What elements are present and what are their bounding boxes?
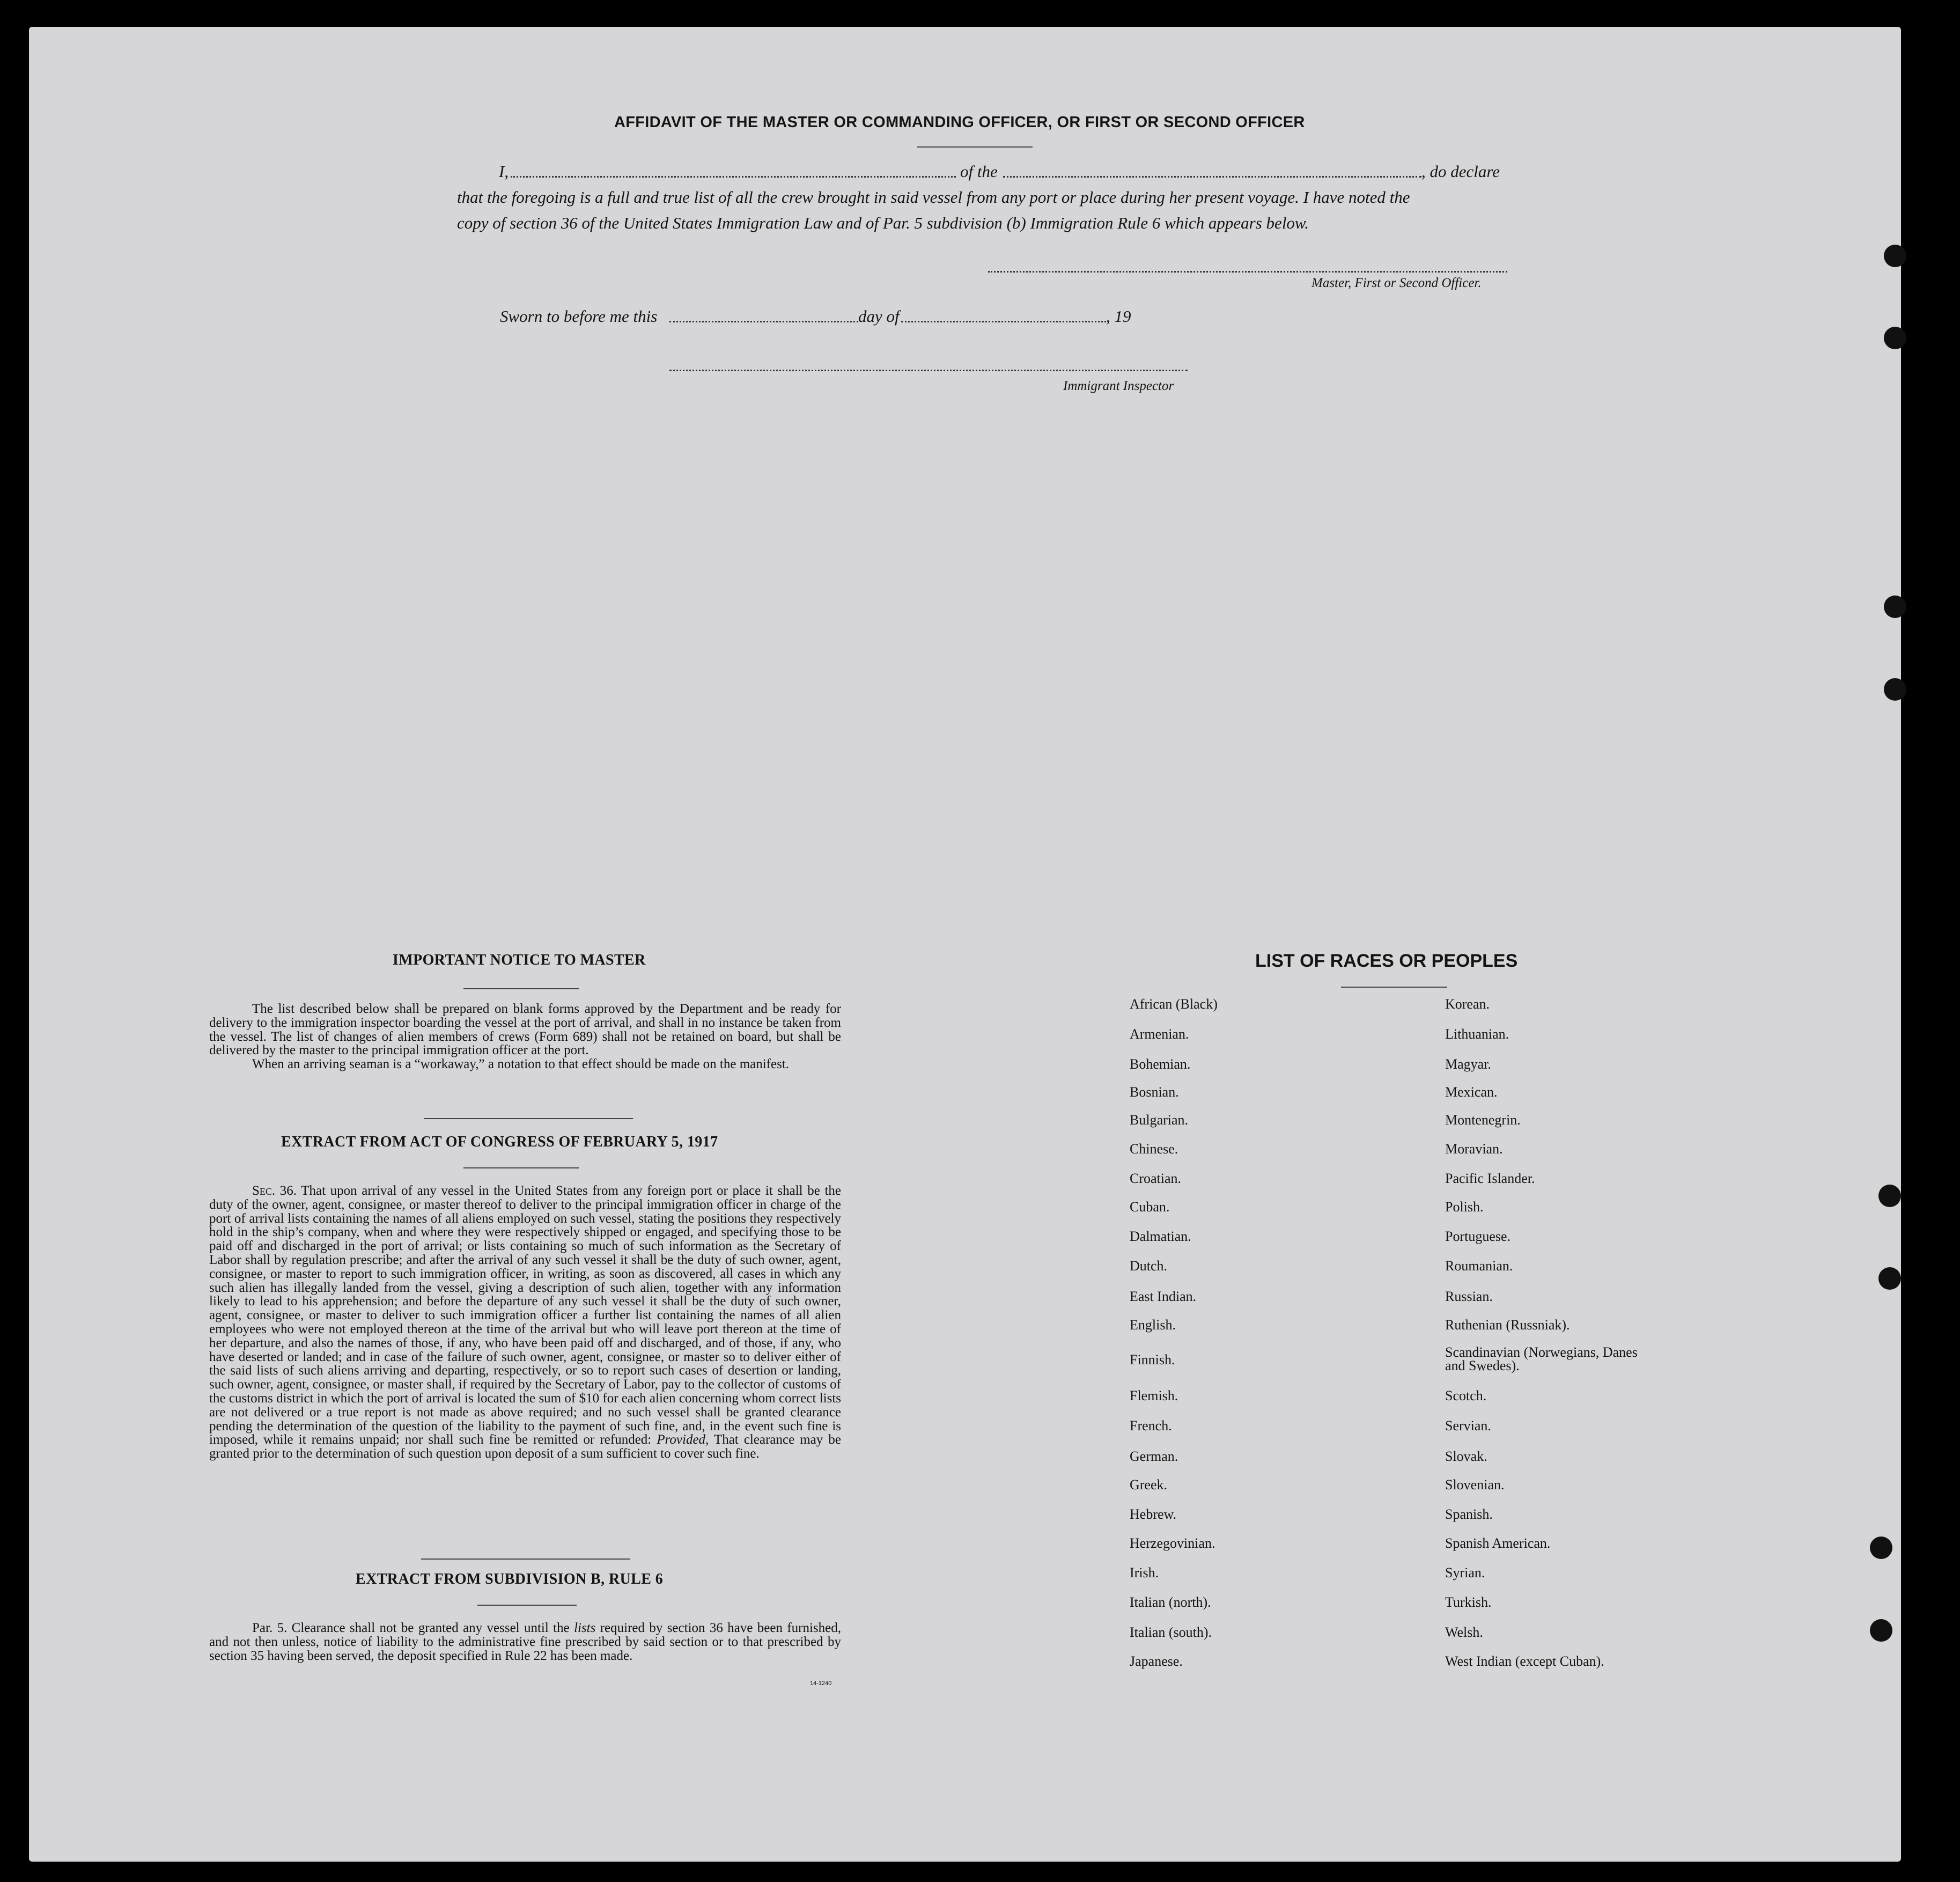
race-item: East Indian.	[1130, 1289, 1197, 1304]
race-item: Spanish.	[1445, 1506, 1493, 1522]
race-item: Moravian.	[1445, 1141, 1503, 1157]
race-item: Herzegovinian.	[1130, 1535, 1215, 1551]
sworn-prefix: Sworn to before me this	[500, 307, 658, 326]
race-item: Portuguese.	[1445, 1229, 1511, 1244]
race-item: Dutch.	[1130, 1258, 1168, 1274]
race-item: Bosnian.	[1130, 1084, 1179, 1100]
race-item: Finnish.	[1130, 1352, 1175, 1368]
race-item: Japanese.	[1130, 1653, 1183, 1669]
notice-title-underline	[463, 988, 579, 989]
affidavit-title: AFFIDAVIT OF THE MASTER OR COMMANDING OFFICER, OR FIRST OR SECOND OFFICER	[614, 114, 1305, 131]
rule-title-underline	[477, 1605, 577, 1606]
punch-hole	[1884, 327, 1906, 349]
punch-hole	[1884, 596, 1906, 618]
affidavit-line2: that the foregoing is a full and true list of all the crew brought in said vessel from any port or place during her present voyage. I have noted the	[457, 188, 1410, 207]
act-title: EXTRACT FROM ACT OF CONGRESS OF FEBRUARY 5, 1917	[281, 1134, 718, 1150]
race-item: Chinese.	[1130, 1141, 1178, 1157]
rule-text-b: required by section 36 have been furnished, and not then unless, notice of liability to the administrative fine prescribed by said section or to that prescribed by section 35 having been served, the deposit specified in Rule 22 has been made.	[209, 1621, 841, 1663]
rule-body	[209, 1621, 841, 1663]
sec-36-tail: That clearance may be granted prior to the determination of such question upon deposit of a sum sufficient to cover such fine.	[209, 1432, 841, 1461]
race-item: Roumanian.	[1445, 1258, 1513, 1274]
races-title: LIST OF RACES OR PEOPLES	[1255, 951, 1518, 971]
race-item: Turkish.	[1445, 1594, 1492, 1610]
race-item: Scandinavian (Norwegians, Danes and Swedes).	[1445, 1344, 1638, 1373]
race-item: Hebrew.	[1130, 1506, 1177, 1522]
sworn-day-label: day of	[858, 307, 900, 326]
race-item: Mexican.	[1445, 1084, 1498, 1100]
affidavit-line3: copy of section 36 of the United States Immigration Law and of Par. 5 subdivision (b) Immigration Rule 6 which appears below.	[457, 214, 1309, 232]
race-item: Russian.	[1445, 1289, 1493, 1304]
race-item: Scotch.	[1445, 1388, 1487, 1403]
section-divider-2	[421, 1558, 630, 1560]
notice-title: IMPORTANT NOTICE TO MASTER	[393, 952, 646, 968]
race-item: Polish.	[1445, 1199, 1484, 1215]
race-item: Korean.	[1445, 996, 1490, 1012]
act-body	[209, 1184, 841, 1461]
punch-hole	[1884, 678, 1906, 701]
sworn-day-blank	[669, 321, 858, 322]
form-number: 14-1240	[810, 1680, 832, 1687]
notice-paragraph-1: The list described below shall be prepared on blank forms approved by the Department and be ready for delivery to the immigration inspector boarding the vessel at the port of arrival, and shall in no instance be taken from the vessel. The list of changes of alien members of crews (Form 689) shall not be retained on board, but shall be delivered by the master to the principal immigration officer at the port.	[209, 1002, 841, 1058]
rule-text-lists: lists	[574, 1621, 596, 1635]
race-item: West Indian (except Cuban).	[1445, 1653, 1604, 1669]
rule-title: EXTRACT FROM SUBDIVISION B, RULE 6	[356, 1571, 664, 1587]
race-item: Armenian.	[1130, 1026, 1189, 1042]
race-item: Bulgarian.	[1130, 1112, 1189, 1128]
notice-paragraph-2: When an arriving seaman is a “workaway,” a notation to that effect should be made on the manifest.	[252, 1057, 790, 1072]
affidavit-line1-i: I,	[499, 162, 509, 181]
races-title-underline	[1341, 987, 1447, 988]
race-item: French.	[1130, 1418, 1172, 1433]
punch-hole	[1884, 245, 1906, 267]
affidavit-line1-of: of the	[960, 162, 998, 181]
provided-word: Provided,	[657, 1432, 709, 1447]
race-item: German.	[1130, 1449, 1178, 1464]
inspector-label: Immigrant Inspector	[1063, 379, 1174, 393]
punch-hole	[1878, 1185, 1901, 1207]
punch-hole	[1870, 1619, 1892, 1642]
race-item: Flemish.	[1130, 1388, 1178, 1403]
race-item: Magyar.	[1445, 1056, 1491, 1072]
race-item: Ruthenian (Russniak).	[1445, 1317, 1570, 1333]
sec-36-label: Sec. 36.	[252, 1183, 297, 1198]
name-blank	[511, 176, 956, 178]
inspector-signature-line	[669, 370, 1188, 371]
sec-36-text: That upon arrival of any vessel in the United States from any foreign port or place it shall be the duty of the owner, agent, consignee, or master thereof to deliver to the principal immigration officer in charge of the port of arrival lists containing the names of all aliens employed on such vessel, stating the positions they respectively hold in the ship’s company, when and where they were respectively shipped or engaged, and specifying those to be paid off and discharged in the port of arrival; or lists containing so much of such information as the Secretary of Labor shall by regulation prescribe; and after the arrival of any such vessel it shall be the duty of such owner, agent, consignee, or master to report to such immigration officer, in writing, as soon as discovered, all cases in which any such alien has illegally landed from the vessel, giving a description of such alien, together with any information likely to lead to his apprehension; and before the departure of any such vessel it shall be the duty of such owner, agent, consignee, or master to deliver to such immigration officer a further list containing the names of all alien employees who were not employed thereon at the time of the arrival but who will leave port thereon at the time of her departure, and also the names of those, if any, who have been paid off and discharged, and of those, if any, who have deserted or landed; and in case of the failure of such owner, agent, consignee, or master so to deliver either of the said lists of such aliens arriving and departing, respectively, or so to report such cases of desertion or landing, such owner, agent, consignee, or master shall, if required by the Secretary of Labor, pay to the collector of customs of the customs district in which the port of arrival is located the sum of $10 for each alien concerning whom correct lists are not delivered or a true report is not made as above required; and no such vessel shall be granted clearance pending the determination of the question of the liability to the payment of such fine, and, in the event such fine is imposed, while it remains unpaid; nor shall such fine be remitted or refunded:	[209, 1183, 841, 1447]
race-item: Montenegrin.	[1445, 1112, 1521, 1128]
race-item: Servian.	[1445, 1418, 1491, 1433]
race-item: Spanish American.	[1445, 1535, 1551, 1551]
race-item: Slovak.	[1445, 1449, 1487, 1464]
rule-text-a: Par. 5. Clearance shall not be granted any vessel until the	[252, 1621, 574, 1635]
race-item: Irish.	[1130, 1565, 1159, 1580]
sworn-month-blank	[901, 321, 1106, 322]
affidavit-line1-declare: , do declare	[1421, 162, 1500, 181]
race-item: English.	[1130, 1317, 1176, 1333]
race-item: Syrian.	[1445, 1565, 1485, 1580]
race-item: Italian (south).	[1130, 1624, 1212, 1640]
race-item: Bohemian.	[1130, 1056, 1191, 1072]
race-item: Greek.	[1130, 1477, 1168, 1493]
title-underline	[917, 146, 1033, 148]
notice-body	[209, 1002, 841, 1071]
race-item: Lithuanian.	[1445, 1026, 1509, 1042]
act-title-underline	[463, 1167, 579, 1168]
race-item: Italian (north).	[1130, 1594, 1211, 1610]
sworn-year-label: , 19	[1106, 307, 1131, 326]
race-item: Slovenian.	[1445, 1477, 1505, 1493]
race-item: Croatian.	[1130, 1171, 1182, 1186]
race-item: African (Black)	[1130, 996, 1218, 1012]
race-item: Dalmatian.	[1130, 1229, 1191, 1244]
section-divider-1	[424, 1118, 633, 1119]
vessel-blank	[1003, 176, 1421, 178]
race-item: Welsh.	[1445, 1624, 1483, 1640]
master-signature-line	[988, 271, 1507, 273]
document-page	[29, 27, 1901, 1862]
punch-hole	[1870, 1537, 1892, 1559]
race-item: Cuban.	[1130, 1199, 1170, 1215]
punch-hole	[1878, 1267, 1901, 1290]
race-item: Pacific Islander.	[1445, 1171, 1535, 1186]
master-signature-label: Master, First or Second Officer.	[1311, 276, 1482, 290]
